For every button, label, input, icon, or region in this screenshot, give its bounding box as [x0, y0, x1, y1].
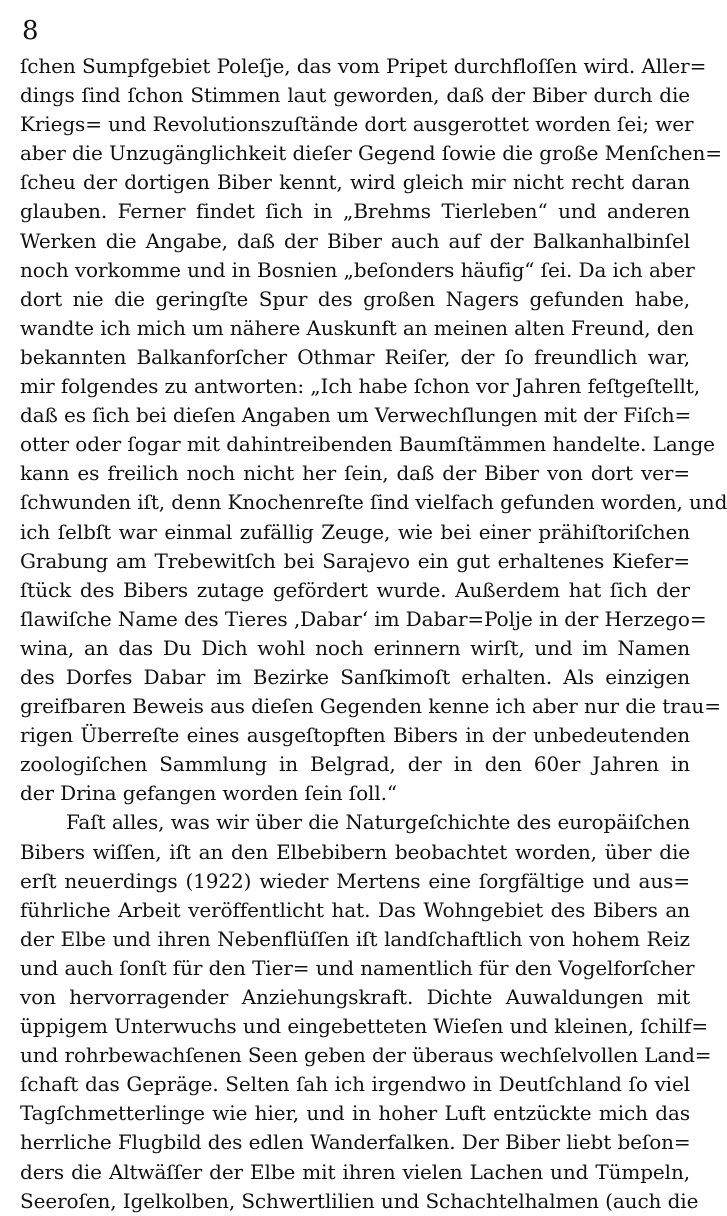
text-line: dort nie die geringſte Spur des großen Nagers gefunden habe, [20, 286, 690, 311]
text-line: ders die Altwäſſer der Elbe mit ihren vielen Lachen und Tümpeln, [20, 1159, 690, 1184]
text-line: otter oder ſogar mit dahintreibenden Baumſtämmen handelte. Lange [20, 432, 715, 457]
text-line: erſt neuerdings (1922) wieder Mertens eine ſorgfältige und aus= [20, 868, 690, 893]
body-text [20, 52, 727, 1216]
text-line: wina, an das Du Dich wohl noch erinnern wirſt, und im Namen [20, 635, 690, 660]
text-line: kann es freilich noch nicht her ſein, daß der Biber von dort ver= [20, 461, 690, 486]
text-line: wandte ich mich um nähere Auskunft an meinen alten Freund, den [20, 315, 694, 340]
text-line: des Dorfes Dabar im Bezirke Sanſkimoſt erhalten. Als einzigen [20, 664, 690, 689]
paragraph-end-line: der Drina gefangen worden ſein ſoll.“ [20, 781, 398, 806]
text-line: von hervorragender Anziehungskraft. Dichte Auwaldungen mit [20, 985, 690, 1009]
text-line: herrliche Flugbild des edlen Wanderfalken. Der Biber liebt beſon= [20, 1130, 691, 1155]
text-line: aber die Unzugänglichkeit dieſer Gegend ſowie die große Menſchen= [20, 141, 722, 166]
text-line: führliche Arbeit veröffentlicht hat. Das Wohngebiet des Bibers an [20, 897, 690, 922]
text-line: bekannten Balkanforſcher Othmar Reiſer, der ſo freundlich war, [20, 344, 690, 369]
text-line: Kriegs= und Revolutionszuſtände dort ausgerottet worden ſei; wer [20, 112, 694, 137]
text-line: ſchaft das Gepräge. Selten ſah ich irgendwo in Deutſchland ſo viel [20, 1072, 690, 1097]
text-line: ſtück des Bibers zutage gefördert wurde. Außerdem hat ſich der [20, 577, 690, 602]
text-line: ſchwunden iſt, denn Knochenreſte ſind vielfach gefunden worden, und [20, 490, 727, 515]
text-line: Werken die Angabe, daß der Biber auch auf der Balkanhalbinſel [20, 228, 690, 253]
text-line: und auch ſonſt für den Tier= und namentlich für den Vogelforſcher [20, 955, 695, 980]
text-line: Bibers wiſſen, iſt an den Elbebibern beobachtet worden, über die [20, 839, 690, 864]
text-line: ſchen Sumpfgebiet Poleſje, das vom Pripet durchfloſſen wird. Aller= [20, 54, 707, 78]
paragraph-start-line: Faſt alles, was wir über die Naturgeſchichte des europäiſchen [66, 810, 690, 835]
text-line: noch vorkomme und in Bosnien „beſonders häufig“ ſei. Da ich aber [20, 257, 695, 282]
page-number: 8 [22, 16, 39, 46]
text-line: ich ſelbſt war einmal zufällig Zeuge, wie bei einer prähiſtoriſchen [20, 519, 690, 544]
text-line: und rohrbewachſenen Seen geben der überaus wechſelvollen Land= [20, 1043, 712, 1068]
text-line: ſcheu der dortigen Biber kennt, wird gleich mir nicht recht daran [20, 170, 690, 195]
text-line: Seeroſen, Igelkolben, Schwertlilien und Schachtelhalmen (auch die [20, 1188, 699, 1213]
text-line: ſlawiſche Name des Tieres ‚Dabar‘ im Dabar=Polje in der Herzego= [20, 606, 707, 631]
text-line: Grabung am Trebewitſch bei Sarajevo ein gut erhaltenes Kiefer= [20, 548, 690, 573]
text-line: glauben. Ferner findet ſich in „Brehms Tierleben“ und anderen [20, 199, 690, 224]
text-line: zoologiſchen Sammlung in Belgrad, der in den 60er Jahren in [20, 752, 690, 777]
text-line: dings ſind ſchon Stimmen laut geworden, daß der Biber durch die [20, 83, 690, 108]
text-line: daß es ſich bei dieſen Angaben um Verwechſlungen mit der Fiſch= [20, 403, 692, 428]
text-line: Tagſchmetterlinge wie hier, und in hoher Luft entzückte mich das [20, 1101, 690, 1126]
text-line: greifbaren Beweis aus dieſen Gegenden kenne ich aber nur die trau= [20, 694, 721, 719]
text-line: der Elbe und ihren Nebenflüſſen iſt landſchaftlich von hohem Reiz [20, 926, 690, 951]
text-line: rigen Überreſte eines ausgeſtopften Bibers in der unbedeutenden [20, 723, 690, 748]
text-line: mir folgendes zu antworten: „Ich habe ſchon vor Jahren feſtgeſtellt, [20, 374, 701, 399]
text-line: üppigem Unterwuchs und eingebetteten Wieſen und kleinen, ſchilf= [20, 1014, 708, 1039]
